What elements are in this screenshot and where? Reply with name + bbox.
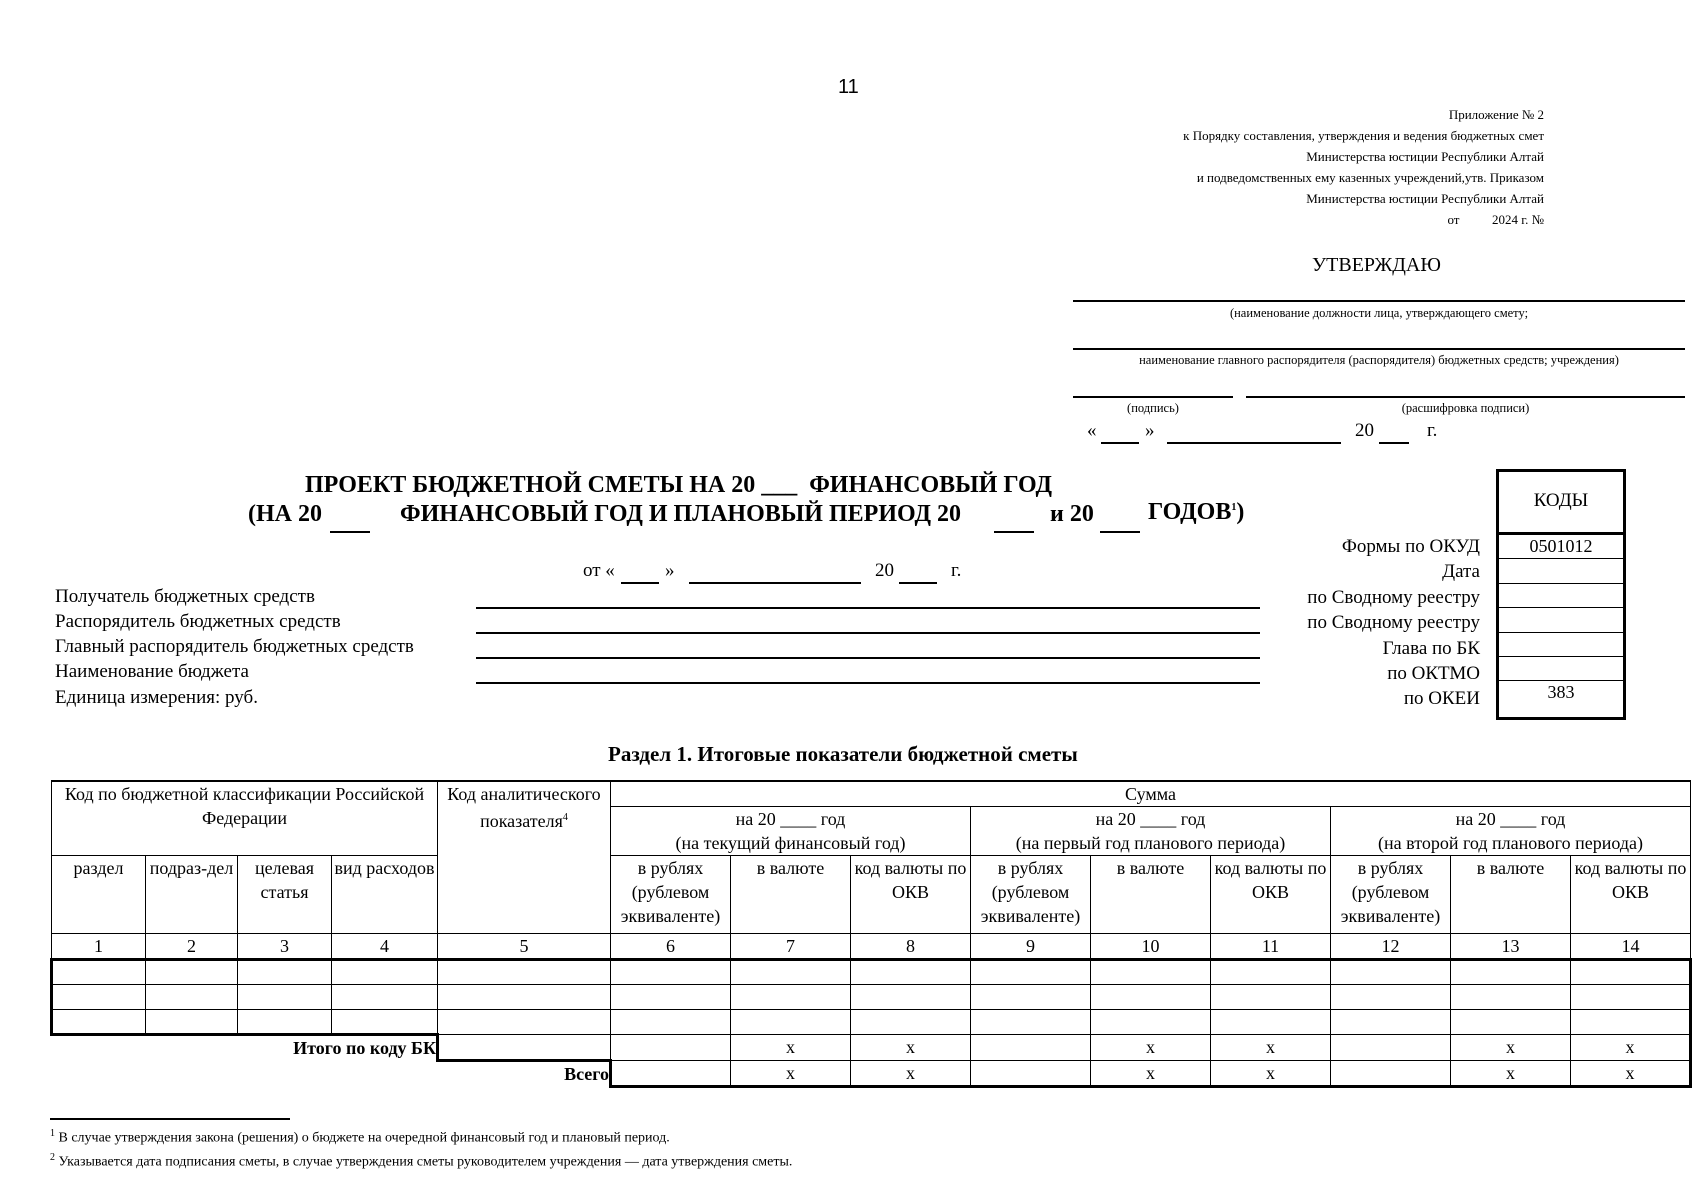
footnote-ref: 1 <box>1231 502 1237 513</box>
table-cell[interactable] <box>851 960 971 985</box>
code-registry-value <box>1499 584 1623 608</box>
total-all-label: Всего <box>52 1061 611 1087</box>
code-oktmo-value <box>1499 657 1623 681</box>
x-mark: х <box>1091 1035 1211 1061</box>
x-mark: х <box>731 1061 851 1087</box>
table-cell[interactable] <box>238 1010 332 1035</box>
document-date <box>583 560 983 586</box>
signature-caption: (подпись) <box>1127 401 1179 415</box>
table-cell[interactable] <box>332 960 438 985</box>
title-blank <box>330 531 370 533</box>
okv-code-header: код валюты по ОКВ <box>1211 856 1331 934</box>
rub-header: в рублях (рублевом эквиваленте) <box>1331 856 1451 934</box>
budget-table <box>50 780 1692 1088</box>
appendix-line: от 2024 г. № <box>1447 212 1544 227</box>
date-year: 20 <box>875 560 894 581</box>
x-mark: х <box>1571 1035 1691 1061</box>
period-name: (на второй год планового периода) <box>1378 833 1643 853</box>
rub-header: в рублях (рублевом эквиваленте) <box>611 856 731 934</box>
appendix-line: Министерства юстиции Республики Алтай <box>1306 149 1544 164</box>
table-cell[interactable] <box>1331 1061 1451 1087</box>
currency-header: в валюте <box>1091 856 1211 934</box>
code-okei-value: 383 <box>1547 682 1575 703</box>
analytic-header <box>438 781 611 934</box>
approve-date <box>1087 420 1447 446</box>
date-prefix: от « <box>583 560 615 581</box>
footnote-ref: 4 <box>562 812 568 823</box>
period-year: на 20 ____ год <box>735 809 846 829</box>
table-cell[interactable] <box>438 960 611 985</box>
x-mark: х <box>851 1061 971 1087</box>
table-cell[interactable] <box>1211 1010 1331 1035</box>
table-cell[interactable] <box>971 1035 1091 1061</box>
x-mark: х <box>731 1035 851 1061</box>
table-cell[interactable] <box>851 985 971 1010</box>
col-number: 13 <box>1451 934 1571 960</box>
table-cell[interactable] <box>332 985 438 1010</box>
col-number: 10 <box>1091 934 1211 960</box>
x-mark: х <box>1451 1061 1571 1087</box>
date-year-prefix: 20 <box>1355 420 1374 441</box>
currency-header: в валюте <box>731 856 851 934</box>
section-title: Раздел 1. Итоговые показатели бюджетной сметы <box>608 742 1078 766</box>
codes-header: КОДЫ <box>1533 490 1589 511</box>
code-label-registry: по Сводному реестру <box>1307 612 1480 634</box>
table-row <box>52 960 1691 985</box>
date-day-line <box>1101 442 1139 444</box>
total-all-row <box>52 1061 1691 1087</box>
table-cell[interactable] <box>611 1010 731 1035</box>
currency-header: в валюте <box>1451 856 1571 934</box>
table-row <box>52 985 1691 1010</box>
code-label-date: Дата <box>1442 561 1480 583</box>
footnote-number: 2 <box>50 1152 55 1163</box>
date-month-line <box>1167 442 1341 444</box>
decoding-line <box>1246 396 1685 398</box>
date-suffix: г. <box>951 560 962 581</box>
col-number: 11 <box>1211 934 1331 960</box>
col-number: 4 <box>332 934 438 960</box>
table-cell[interactable] <box>971 985 1091 1010</box>
title-part: ФИНАНСОВЫЙ ГОД И ПЛАНОВЫЙ ПЕРИОД 20 <box>400 501 961 527</box>
bk-section-header: раздел <box>52 856 146 934</box>
period-second-plan-header <box>1331 807 1691 856</box>
x-mark: х <box>1091 1061 1211 1087</box>
appendix-line: Министерства юстиции Республики Алтай <box>1306 191 1544 206</box>
table-cell[interactable] <box>1331 985 1451 1010</box>
table-cell[interactable] <box>971 1010 1091 1035</box>
table-cell[interactable] <box>611 1035 731 1061</box>
table-cell[interactable] <box>971 960 1091 985</box>
code-registry-value <box>1499 608 1623 632</box>
date-year-line <box>1379 442 1409 444</box>
table-cell[interactable] <box>1091 1010 1211 1035</box>
title-part: и 20 <box>1050 501 1094 527</box>
date-close-quote: » <box>665 560 675 581</box>
table-cell[interactable] <box>611 985 731 1010</box>
total-bk-label: Итого по коду БК <box>52 1035 438 1061</box>
bk-subsection-header: подраз-дел <box>146 856 238 934</box>
okv-code-header: код валюты по ОКВ <box>851 856 971 934</box>
period-first-plan-header <box>971 807 1331 856</box>
date-close-quote: » <box>1145 420 1155 441</box>
table-cell[interactable] <box>438 1010 611 1035</box>
requisite-fill-line <box>476 682 1260 684</box>
codes-header-box <box>1496 469 1626 532</box>
table-cell[interactable] <box>52 1010 146 1035</box>
col-number: 12 <box>1331 934 1451 960</box>
table-cell[interactable] <box>1571 985 1691 1010</box>
table-cell[interactable] <box>146 960 238 985</box>
okv-code-header: код валюты по ОКВ <box>1571 856 1691 934</box>
requisite-fill-line <box>476 607 1260 609</box>
document-title-line1: ПРОЕКТ БЮДЖЕТНОЙ СМЕТЫ НА 20 ___ ФИНАНСОВЫЙ ГОД <box>305 472 1053 498</box>
table-cell[interactable] <box>1211 985 1331 1010</box>
footnote-separator <box>50 1118 290 1120</box>
footnote-text: Указывается дата подписания сметы, в случае утверждения сметы руководителем учреждения — дата утверждения сметы. <box>58 1154 793 1170</box>
approve-caption-position: (наименование должности лица, утверждающего смету; <box>1229 306 1529 320</box>
table-cell[interactable] <box>1451 985 1571 1010</box>
table-cell[interactable] <box>971 1061 1091 1087</box>
date-month-line <box>689 582 861 584</box>
col-number: 8 <box>851 934 971 960</box>
code-label-okud: Формы по ОКУД <box>1341 536 1480 557</box>
title-part: (НА 20 <box>248 501 322 527</box>
period-current-header <box>611 807 971 856</box>
period-year: на 20 ____ год <box>1095 809 1206 829</box>
code-okud-value: 0501012 <box>1499 535 1623 559</box>
col-number: 6 <box>611 934 731 960</box>
col-number: 5 <box>438 934 611 960</box>
table-cell[interactable] <box>1571 960 1691 985</box>
table-cell[interactable] <box>1451 960 1571 985</box>
table-cell[interactable] <box>238 960 332 985</box>
column-numbers-row <box>52 934 1691 960</box>
title-part <box>1148 499 1244 526</box>
date-year-suffix: г. <box>1427 420 1438 441</box>
table-cell[interactable] <box>731 960 851 985</box>
appendix-line: и подведомственных ему казенных учреждений,утв. Приказом <box>1196 170 1544 185</box>
col-number: 14 <box>1571 934 1691 960</box>
title-years-word: ГОДОВ <box>1148 499 1232 525</box>
title-blank <box>1100 531 1140 533</box>
table-cell[interactable] <box>851 1010 971 1035</box>
decoding-caption: (расшифровка подписи) <box>1401 401 1530 415</box>
rub-header: в рублях (рублевом эквиваленте) <box>971 856 1091 934</box>
total-bk-row <box>52 1035 1691 1061</box>
sum-header: Сумма <box>611 781 1691 807</box>
col-number: 2 <box>146 934 238 960</box>
code-label-okei: по ОКЕИ <box>1403 688 1480 710</box>
period-name: (на первый год планового периода) <box>1015 833 1286 853</box>
requisite-manager: Распорядитель бюджетных средств <box>55 611 341 632</box>
bk-target-article-header: целевая статья <box>238 856 332 934</box>
footnote-number: 1 <box>50 1128 55 1139</box>
bk-header: Код по бюджетной классификации Российской Федерации <box>52 781 438 856</box>
col-number: 3 <box>238 934 332 960</box>
table-cell[interactable] <box>332 1010 438 1035</box>
footnote-2 <box>50 1152 792 1171</box>
table-cell[interactable] <box>1211 960 1331 985</box>
x-mark: х <box>1211 1035 1331 1061</box>
x-mark: х <box>851 1035 971 1061</box>
requisite-fill-line <box>476 632 1260 634</box>
table-cell[interactable] <box>52 985 146 1010</box>
table-cell[interactable] <box>1331 960 1451 985</box>
appendix-note <box>1183 104 1544 230</box>
table-cell[interactable] <box>438 985 611 1010</box>
col-number: 1 <box>52 934 146 960</box>
approve-title: УТВЕРЖДАЮ <box>1312 254 1441 276</box>
x-mark: х <box>1211 1061 1331 1087</box>
requisite-main-manager: Главный распорядитель бюджетных средств <box>55 636 414 657</box>
document-title-line2 <box>248 501 1268 535</box>
table-row <box>52 1010 1691 1035</box>
codes-labels <box>1307 534 1480 712</box>
code-label-oktmo: по ОКТМО <box>1387 663 1480 685</box>
col-number: 7 <box>731 934 851 960</box>
table-cell[interactable] <box>438 1035 611 1061</box>
table-cell[interactable] <box>52 960 146 985</box>
approve-line-organization <box>1073 348 1685 350</box>
code-label-registry: по Сводному реестру <box>1307 586 1480 608</box>
codes-values-box <box>1496 532 1626 720</box>
appendix-line: Приложение № 2 <box>1448 107 1544 122</box>
table-cell[interactable] <box>731 1010 851 1035</box>
table-cell[interactable] <box>1451 1010 1571 1035</box>
page-number: 11 <box>838 76 859 98</box>
requisite-fill-line <box>476 657 1260 659</box>
date-day-line <box>621 582 659 584</box>
x-mark: х <box>1451 1035 1571 1061</box>
date-year-line <box>899 582 937 584</box>
approve-caption-organization: наименование главного распорядителя (распорядителя) бюджетных средств; учреждения) <box>1139 353 1619 367</box>
table-cell[interactable] <box>1091 985 1211 1010</box>
date-open-quote: « <box>1087 420 1097 441</box>
col-number: 9 <box>971 934 1091 960</box>
bk-expense-type-header: вид расходов <box>332 856 438 934</box>
footnote-1 <box>50 1128 670 1147</box>
table-cell[interactable] <box>1571 1010 1691 1035</box>
title-blank <box>994 531 1034 533</box>
table-cell[interactable] <box>1331 1010 1451 1035</box>
signature-line <box>1073 396 1233 398</box>
table-cell[interactable] <box>611 1061 731 1087</box>
table-cell[interactable] <box>611 960 731 985</box>
approve-line-position <box>1073 300 1685 302</box>
period-name: (на текущий финансовый год) <box>675 833 906 853</box>
code-label-bk-chapter: Глава по БК <box>1382 637 1480 659</box>
table-cell[interactable] <box>146 1010 238 1035</box>
analytic-header-text: Код аналитического показателя <box>447 784 601 831</box>
period-year: на 20 ____ год <box>1455 809 1566 829</box>
x-mark: х <box>1571 1061 1691 1087</box>
table-cell[interactable] <box>1091 960 1211 985</box>
code-bk-chapter-value <box>1499 633 1623 657</box>
appendix-line: к Порядку составления, утверждения и ведения бюджетных смет <box>1183 128 1544 143</box>
code-date-value <box>1499 559 1623 583</box>
table-cell[interactable] <box>238 985 332 1010</box>
title-close-paren: ) <box>1236 499 1245 525</box>
requisite-budget-name: Наименование бюджета <box>55 661 249 682</box>
footnote-text: В случае утверждения закона (решения) о бюджете на очередной финансовый год и плановый период. <box>58 1130 670 1146</box>
table-cell[interactable] <box>1331 1035 1451 1061</box>
table-cell[interactable] <box>146 985 238 1010</box>
table-cell[interactable] <box>731 985 851 1010</box>
requisite-recipient: Получатель бюджетных средств <box>55 586 315 607</box>
requisite-unit: Единица измерения: руб. <box>55 687 258 708</box>
